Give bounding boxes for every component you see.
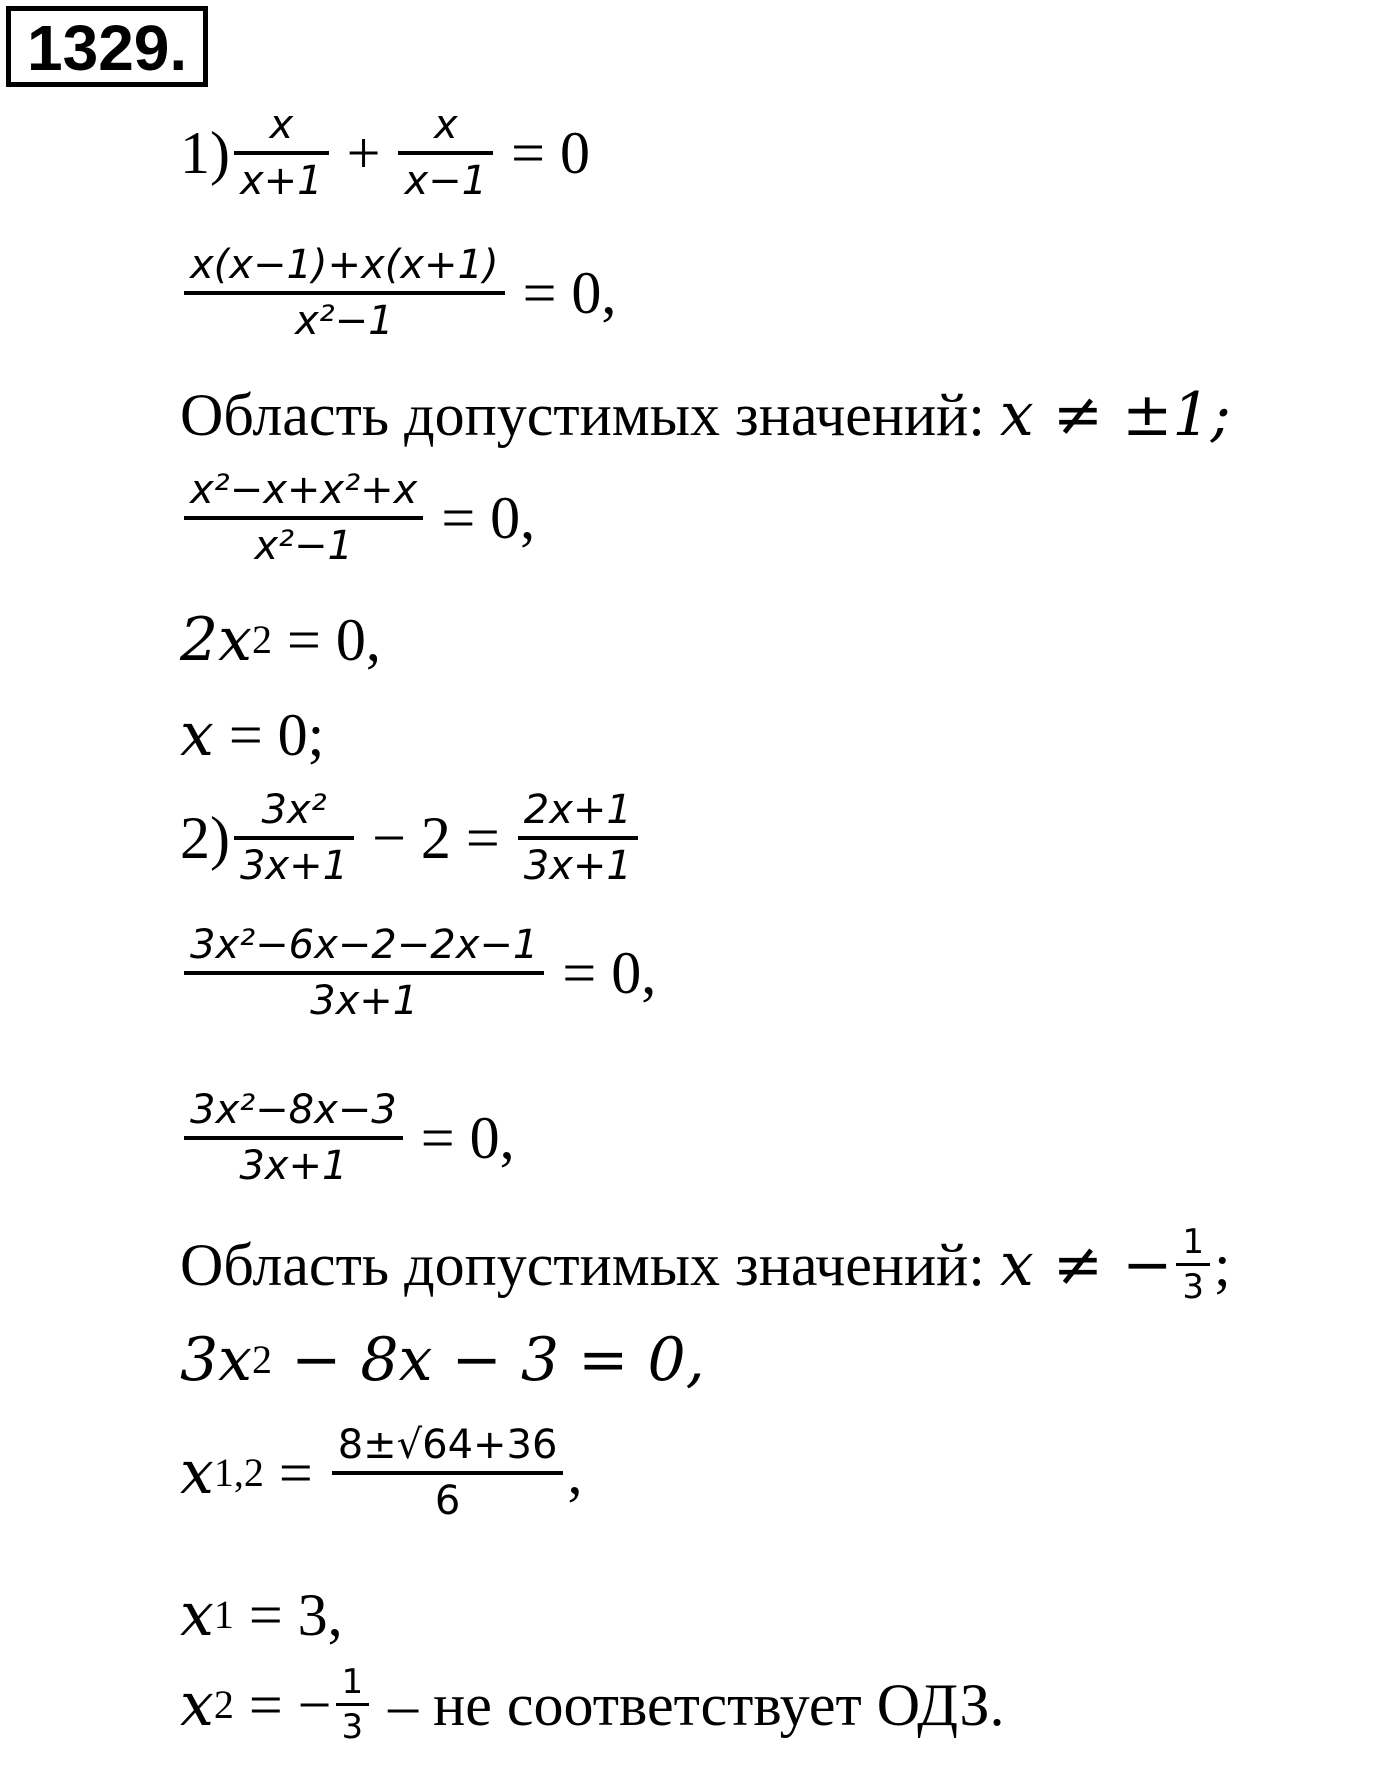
fraction: $\frac{\text{3x²−6x−2−2x−1}}{3x+1}$ [184, 925, 544, 1021]
fraction: $\frac{1}{3}$ [1176, 1225, 1210, 1304]
fraction: $\frac{1}{3}$ [336, 1665, 370, 1744]
fraction: $\frac{\text{3x²−8x−3}}{3x+1}$ [184, 1090, 403, 1186]
fraction: $\frac{8\pm√64+36}{6}$ [332, 1425, 564, 1521]
part2-step-simplified: $\frac{\text{3x²−8x−3}}{3x+1}$ = 0, [180, 1090, 529, 1186]
part1-answer: x = 0; [180, 700, 325, 770]
part2-equation: 2) $\frac{\text{3x²}}{3x+1}$ − 2 = $\frac{2x+1}{3x+1}$ [180, 790, 642, 886]
part1-step-combined: $\frac{x(x-1)+x(x+1)}{\text{x²−1}}$ = 0, [180, 245, 630, 341]
part1-label: 1) [180, 120, 230, 186]
fraction: $\frac{x}{x-1}$ [398, 105, 493, 201]
part2-root-2: x 2 = − $\frac{1}{3}$ – не соответствует ОДЗ. [180, 1662, 1005, 1747]
part2-step-combined: $\frac{\text{3x²−6x−2−2x−1}}{3x+1}$ = 0, [180, 925, 670, 1021]
fraction: $\frac{x(x-1)+x(x+1)}{\text{x²−1}}$ [184, 245, 505, 341]
problem-number: 1329. [6, 6, 208, 87]
fraction: $\frac{\text{x²−x+x²+x}}{\text{x²−1}}$ [184, 470, 423, 566]
part2-root-1: x 1 = 3, [180, 1580, 343, 1650]
part1-step-simplified: 2x 2 = 0, [180, 605, 381, 675]
fraction: $\frac{2x+1}{3x+1}$ [518, 790, 638, 886]
fraction: $\frac{\text{3x²}}{3x+1}$ [234, 790, 354, 886]
part2-roots-formula: x 1,2 = $\frac{8\pm√64+36}{6}$ , [180, 1422, 583, 1524]
part1-equation: 1) $\frac{x}{x+1}$ + $\frac{x}{x-1}$ = 0 [180, 102, 590, 204]
part2-quadratic: 3x 2 − 8x − 3 = 0, [180, 1325, 705, 1395]
part2-label: 2) [180, 805, 230, 871]
part2-domain: Область допустимых значений: x ≠ − $\frac{1}{3}$ ; [180, 1222, 1231, 1307]
fraction: $\frac{x}{x+1}$ [234, 105, 329, 201]
part1-domain: Область допустимых значений: x ≠ ±1; [180, 380, 1231, 450]
part1-step-expanded: $\frac{\text{x²−x+x²+x}}{\text{x²−1}}$ = 0, [180, 470, 549, 566]
